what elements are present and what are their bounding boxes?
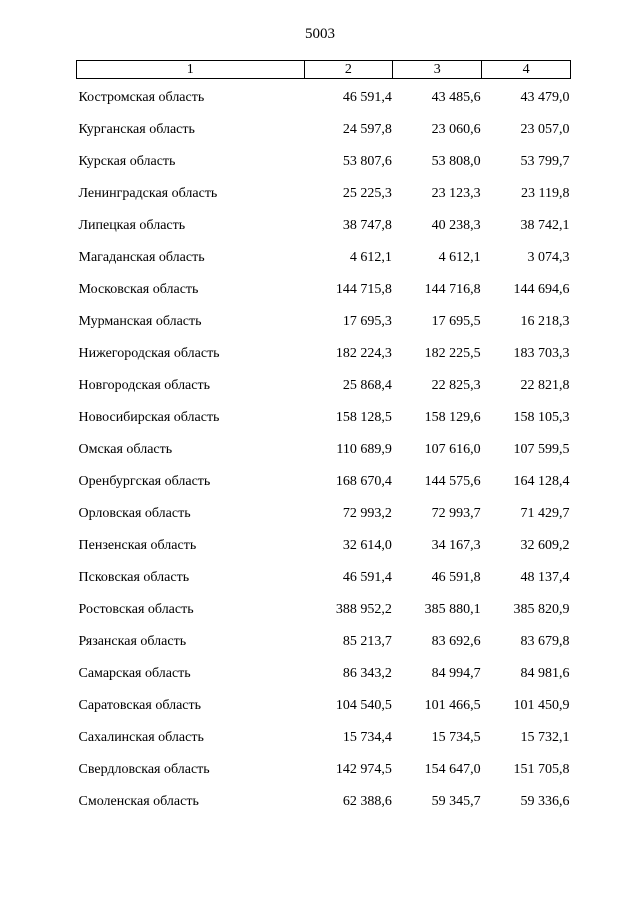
region-cell: Сахалинская область: [78, 730, 204, 745]
value-cell-col3: 40 238,3: [431, 218, 481, 233]
region-cell: Псковская область: [78, 570, 190, 585]
value-cell-col2: 25 225,3: [342, 186, 392, 201]
value-cell-col3: 23 060,6: [431, 122, 481, 137]
value-cell-col4: 43 479,0: [520, 90, 570, 105]
value-cell-col4: 71 429,7: [520, 506, 570, 521]
region-cell: Московская область: [78, 282, 199, 297]
value-cell-col4: 22 821,8: [520, 378, 570, 393]
value-cell-col4: 15 732,1: [520, 730, 570, 745]
table-row: [77, 722, 571, 754]
region-cell: Курская область: [78, 154, 176, 169]
value-cell-col4: 151 705,8: [513, 762, 570, 777]
region-cell: Липецкая область: [78, 218, 186, 233]
value-cell-col3: 72 993,7: [431, 506, 481, 521]
value-cell-col3: 144 716,8: [424, 282, 481, 297]
value-cell-col2: 168 670,4: [335, 474, 392, 489]
region-cell: Ростовская область: [78, 602, 194, 617]
value-cell-col3: 43 485,6: [431, 90, 481, 105]
value-cell-col4: 3 074,3: [527, 250, 570, 265]
value-cell-col4: 83 679,8: [520, 634, 570, 649]
value-cell-col4: 101 450,9: [513, 698, 570, 713]
value-cell-col3: 107 616,0: [424, 442, 481, 457]
table-row: [77, 79, 571, 115]
table-row: [77, 242, 571, 274]
value-cell-col3: 46 591,8: [431, 570, 481, 585]
region-cell: Магаданская область: [78, 250, 205, 265]
region-cell: Мурманская область: [78, 314, 202, 329]
value-cell-col3: 83 692,6: [431, 634, 481, 649]
value-cell-col4: 23 119,8: [521, 186, 570, 201]
value-cell-col2: 72 993,2: [342, 506, 392, 521]
value-cell-col3: 182 225,5: [424, 346, 481, 361]
value-cell-col2: 46 591,4: [342, 570, 392, 585]
table-row: [77, 210, 571, 242]
value-cell-col2: 15 734,4: [342, 730, 392, 745]
value-cell-col4: 164 128,4: [513, 474, 570, 489]
region-cell: Свердловская область: [78, 762, 210, 777]
value-cell-col4: 158 105,3: [513, 410, 570, 425]
value-cell-col2: 182 224,3: [335, 346, 392, 361]
value-cell-col3: 101 466,5: [424, 698, 481, 713]
value-cell-col4: 16 218,3: [520, 314, 570, 329]
region-cell: Омская область: [78, 442, 173, 457]
value-cell-col2: 158 128,5: [335, 410, 392, 425]
table-row: [77, 786, 571, 818]
region-cell: Самарская область: [78, 666, 191, 681]
table-row: [77, 434, 571, 466]
table-row: [77, 498, 571, 530]
value-cell-col3: 4 612,1: [438, 250, 481, 265]
value-cell-col2: 110 689,9: [336, 442, 392, 457]
table-row: [77, 370, 571, 402]
value-cell-col2: 388 952,2: [335, 602, 392, 617]
table-row: [77, 338, 571, 370]
region-cell: Рязанская область: [78, 634, 187, 649]
region-cell: Саратовская область: [78, 698, 202, 713]
region-cell: Орловская область: [78, 506, 191, 521]
value-cell-col4: 38 742,1: [520, 218, 570, 233]
value-cell-col2: 25 868,4: [342, 378, 392, 393]
column-header-1: 1: [77, 61, 305, 79]
value-cell-col2: 46 591,4: [342, 90, 392, 105]
region-cell: Оренбургская область: [78, 474, 211, 489]
header-row: [77, 61, 571, 79]
value-cell-col4: 183 703,3: [513, 346, 570, 361]
value-cell-col3: 84 994,7: [431, 666, 481, 681]
value-cell-col4: 23 057,0: [520, 122, 570, 137]
table-header: [77, 61, 571, 79]
region-cell: Костромская область: [78, 90, 205, 105]
value-cell-col3: 23 123,3: [431, 186, 481, 201]
table-row: [77, 690, 571, 722]
value-cell-col3: 17 695,5: [431, 314, 481, 329]
value-cell-col2: 62 388,6: [342, 794, 392, 809]
value-cell-col2: 38 747,8: [342, 218, 392, 233]
table-body: [77, 79, 571, 819]
table-row: [77, 274, 571, 306]
value-cell-col3: 144 575,6: [424, 474, 481, 489]
table-row: [77, 562, 571, 594]
value-cell-col3: 22 825,3: [431, 378, 481, 393]
column-header-3: 3: [393, 61, 482, 79]
page-number: 5003: [305, 26, 335, 42]
value-cell-col3: 53 808,0: [431, 154, 481, 169]
column-header-4: 4: [482, 61, 571, 79]
value-cell-col2: 17 695,3: [342, 314, 392, 329]
table-row: [77, 402, 571, 434]
value-cell-col3: 34 167,3: [431, 538, 481, 553]
value-cell-col4: 84 981,6: [520, 666, 570, 681]
value-cell-col2: 144 715,8: [335, 282, 392, 297]
data-table: [76, 60, 571, 818]
value-cell-col4: 32 609,2: [520, 538, 570, 553]
region-cell: Новгородская область: [78, 378, 210, 393]
table-row: [77, 626, 571, 658]
value-cell-col3: 15 734,5: [431, 730, 481, 745]
region-cell: Пензенская область: [78, 538, 197, 553]
value-cell-col3: 385 880,1: [424, 602, 481, 617]
region-cell: Курганская область: [78, 122, 195, 137]
table-row: [77, 658, 571, 690]
region-cell: Смоленская область: [78, 794, 199, 809]
value-cell-col4: 59 336,6: [520, 794, 570, 809]
table-row: [77, 146, 571, 178]
value-cell-col3: 158 129,6: [424, 410, 481, 425]
value-cell-col2: 53 807,6: [342, 154, 392, 169]
value-cell-col4: 48 137,4: [520, 570, 570, 585]
value-cell-col2: 85 213,7: [342, 634, 392, 649]
table-row: [77, 466, 571, 498]
value-cell-col4: 53 799,7: [520, 154, 570, 169]
value-cell-col3: 154 647,0: [424, 762, 481, 777]
value-cell-col2: 142 974,5: [335, 762, 392, 777]
value-cell-col2: 32 614,0: [342, 538, 392, 553]
table-row: [77, 530, 571, 562]
column-header-2: 2: [304, 61, 393, 79]
table-row: [77, 306, 571, 338]
value-cell-col2: 4 612,1: [349, 250, 392, 265]
table-row: [77, 114, 571, 146]
value-cell-col4: 144 694,6: [513, 282, 570, 297]
table-row: [77, 178, 571, 210]
value-cell-col2: 24 597,8: [342, 122, 392, 137]
value-cell-col2: 104 540,5: [335, 698, 392, 713]
value-cell-col4: 107 599,5: [513, 442, 570, 457]
value-cell-col3: 59 345,7: [431, 794, 481, 809]
region-cell: Нижегородская область: [78, 346, 220, 361]
value-cell-col2: 86 343,2: [342, 666, 392, 681]
region-cell: Ленинградская область: [78, 186, 218, 201]
table-row: [77, 594, 571, 626]
table-row: [77, 754, 571, 786]
region-cell: Новосибирская область: [78, 410, 220, 425]
value-cell-col4: 385 820,9: [513, 602, 570, 617]
